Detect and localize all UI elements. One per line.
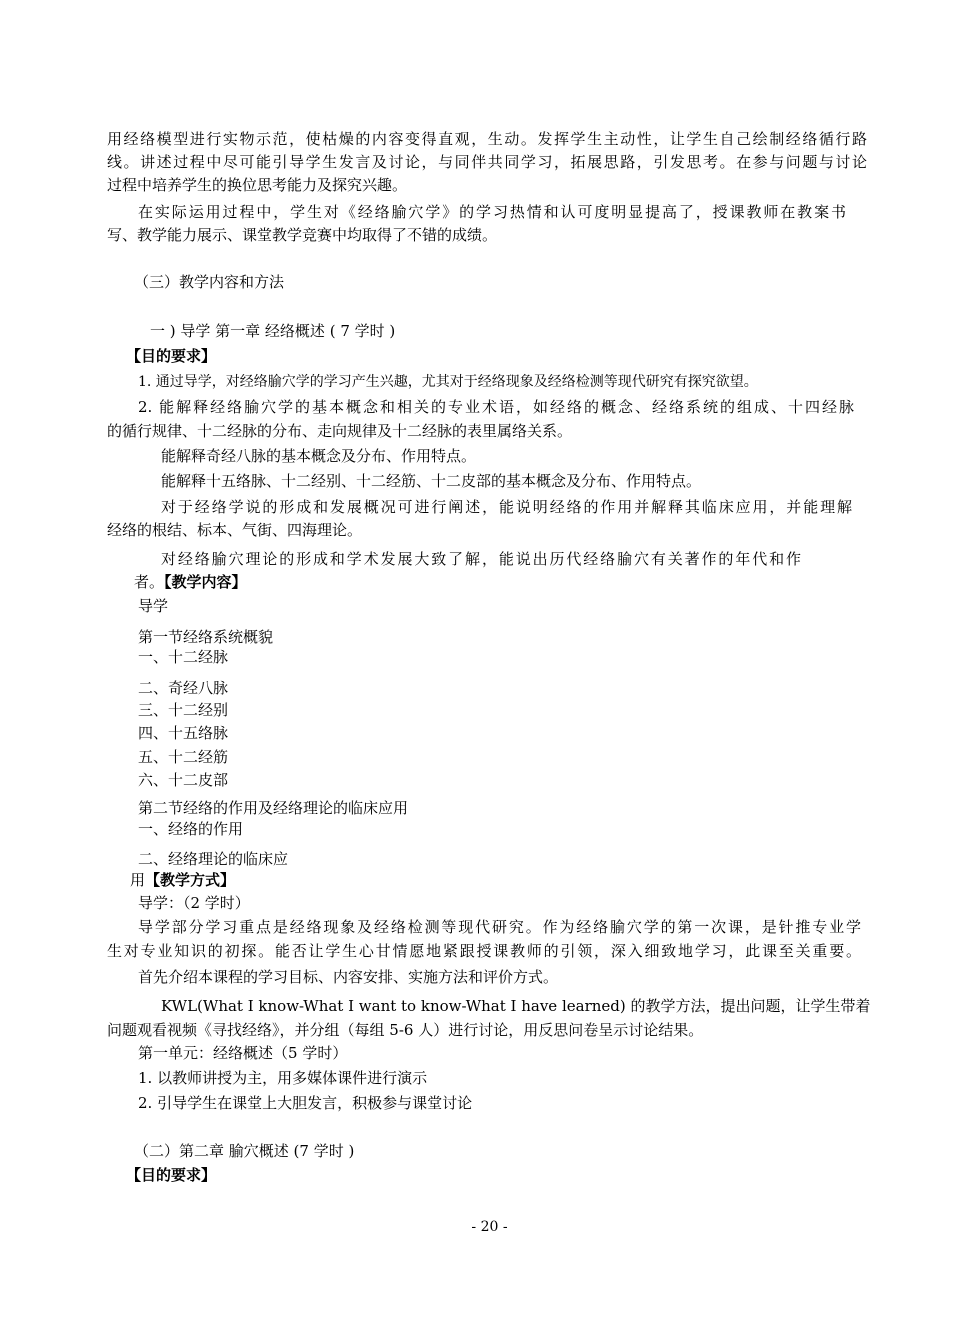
objective-6-tail: 者。 <box>134 573 165 591</box>
objective-4: 能解释十五络脉、十二经别、十二经筋、十二皮部的基本概念及分布、作用特点。 <box>161 472 702 490</box>
content-item-tail <box>130 869 235 891</box>
objective-1: 1. 通过导学，对经络腧穴学的学习产生兴趣，尤其对于经络现象及经络检测等现代研究有探究欲望。 <box>138 374 758 390</box>
objective-5-line-1: 对于经络学说的形成和发展概况可进行阐述，能说明经络的作用并解释其临床应用，并能理解 <box>161 498 852 516</box>
method-paragraph-3-line-2: 问题观看视频《寻找经络》，并分组（每组 5-6 人）进行讨论，用反思问卷呈示讨论结果。 <box>107 1021 704 1039</box>
unit1-item-2: 2. 引导学生在课堂上大胆发言，积极参与课堂讨论 <box>138 1094 473 1112</box>
chapter1-content-label: 【教学内容】 <box>164 573 247 591</box>
chapter1-method-label: 【教学方式】 <box>145 871 236 889</box>
chapter1-heading: 一 ) 导学 第一章 经络概述 ( 7 学时 ) <box>150 322 396 340</box>
content-item: 二、经络理论的临床应 <box>138 850 289 868</box>
unit1-item-1: 1. 以教师讲授为主，用多媒体课件进行演示 <box>138 1069 428 1087</box>
content-intro: 导学 <box>138 597 169 615</box>
content-item: 四、十五络脉 <box>138 724 229 742</box>
page-number: - 20 - <box>471 1219 508 1235</box>
objective-6-line-2 <box>134 571 247 593</box>
objective-2-line-2: 的循行规律、十二经脉的分布、走向规律及十二经脉的表里属络关系。 <box>107 422 573 440</box>
method-paragraph-1-line-2: 生对专业知识的初探。能否让学生心甘情愿地紧跟授课教师的引领，深入细致地学习，此课至关重要。 <box>107 942 861 960</box>
method-paragraph-1-line-1: 导学部分学习重点是经络现象及经络检测等现代研究。作为经络腧穴学的第一次课，是针推专业学 <box>138 918 861 936</box>
content-item: 六、十二皮部 <box>138 771 229 789</box>
content-item: 五、十二经筋 <box>138 748 229 766</box>
objective-2-line-1: 2. 能解释经络腧穴学的基本概念和相关的专业术语，如经络的概念、经络系统的组成、十四经脉 <box>138 398 854 416</box>
chapter1-objectives-label: 【目的要求】 <box>126 347 217 365</box>
objective-5-line-2: 经络的根结、标本、气街、四海理论。 <box>107 521 363 539</box>
method-paragraph-3-line-1: KWL(What I know-What I want to know-What I have learned) 的教学方法，提出问题，让学生带着 <box>161 997 871 1015</box>
content-item: 一、经络的作用 <box>138 820 244 838</box>
content-item-tail-text: 用 <box>130 871 146 889</box>
objective-6-line-1: 对经络腧穴理论的形成和学术发展大致了解，能说出历代经络腧穴有关著作的年代和作 <box>161 550 801 568</box>
unit1-heading: 第一单元：经络概述（5 学时） <box>138 1044 348 1062</box>
content-section-1: 第一节经络系统概貌 <box>138 628 274 646</box>
content-section-2: 第二节经络的作用及经络理论的临床应用 <box>138 799 409 817</box>
content-item: 一、十二经脉 <box>138 648 229 666</box>
content-item: 三、十二经别 <box>138 701 229 719</box>
intro-line-3: 过程中培养学生的换位思考能力及探究兴趣。 <box>107 176 408 194</box>
intro-line-5: 写、教学能力展示、课堂教学竞赛中均取得了不错的成绩。 <box>107 226 498 244</box>
section-heading: （三）教学内容和方法 <box>134 273 285 291</box>
intro-line-1: 用经络模型进行实物示范，使枯燥的内容变得直观，生动。发挥学生主动性，让学生自己绘制经络循行路 <box>107 130 867 148</box>
chapter2-objectives-label: 【目的要求】 <box>126 1166 217 1184</box>
method-paragraph-2: 首先介绍本课程的学习目标、内容安排、实施方法和评价方式。 <box>138 968 559 986</box>
intro-line-4: 在实际运用过程中，学生对《经络腧穴学》的学习热情和认可度明显提高了，授课教师在教案书 <box>138 203 846 221</box>
chapter2-heading: （二）第二章 腧穴概述 (7 学时 ) <box>134 1142 355 1160</box>
content-item: 二、奇经八脉 <box>138 679 229 697</box>
method-intro: 导学：（2 学时） <box>138 894 250 912</box>
intro-line-2: 线。讲述过程中尽可能引导学生发言及讨论，与同伴共同学习，拓展思路，引发思考。在参与问题与讨论 <box>107 153 867 171</box>
objective-3: 能解释奇经八脉的基本概念及分布、作用特点。 <box>161 447 477 465</box>
